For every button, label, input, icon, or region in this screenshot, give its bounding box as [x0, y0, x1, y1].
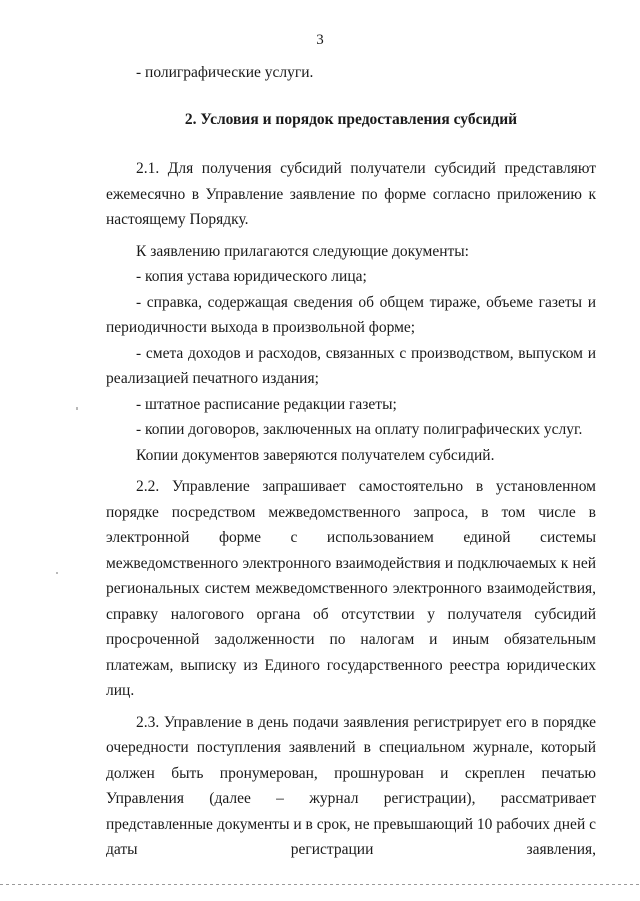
documents-intro: К заявлению прилагаются следующие документы:: [136, 242, 469, 260]
document-body: [106, 60, 596, 863]
document-list-item: - копия устава юридического лица;: [136, 268, 367, 285]
scan-dust-mark: [56, 572, 58, 574]
intro-list-item: - полиграфические услуги.: [136, 64, 314, 81]
scan-dust-mark: [76, 407, 78, 410]
document-list-item: - копии договоров, заключенных на оплату полиграфических услуг.: [136, 421, 583, 438]
page-number: 3: [316, 32, 324, 48]
document-list-item: - смета доходов и расходов, связанных с производством, выпуском и реализацией печатного издания;: [106, 344, 596, 387]
document-list-item: - штатное расписание редакции газеты;: [136, 395, 397, 413]
paragraph-2-2: 2.2. Управление запрашивает самостоятельно в установленном порядке посредством межведомственного запроса, в том числе в электронной форме с использованием единой системы межведомственного электронного взаимодействия и подключаемых к ней региональных систем межведомственного электронного взаимодействия, справку налогового органа об отсутствии у получателя субсидий просроченной задолженности по налогам и иным обязательным платежам, выписку из Единого государственного реестра юридических лиц.: [106, 478, 596, 699]
document-list-item: - справка, содержащая сведения об общем тираже, объеме газеты и периодичности выхода в произвольной форме;: [106, 293, 596, 336]
section-heading: 2. Условия и порядок предоставления субсидий: [184, 110, 518, 128]
copies-note: Копии документов заверяются получателем субсидий.: [136, 446, 495, 464]
scan-edge-line: [0, 884, 640, 885]
paragraph-2-1: 2.1. Для получения субсидий получатели субсидий представляют ежемесячно в Управление заявление по форме согласно приложению к настоящему Порядку.: [106, 160, 596, 228]
paragraph-2-3: 2.3. Управление в день подачи заявления регистрирует его в порядке очередности поступления заявлений в специальном журнале, который должен быть пронумерован, прошнурован и скреплен печатью Управления (далее – журнал регистрации), рассматривает представленные документы и в срок, не превышающий 10 рабочих дней с даты регистрации заявления,: [106, 713, 596, 858]
